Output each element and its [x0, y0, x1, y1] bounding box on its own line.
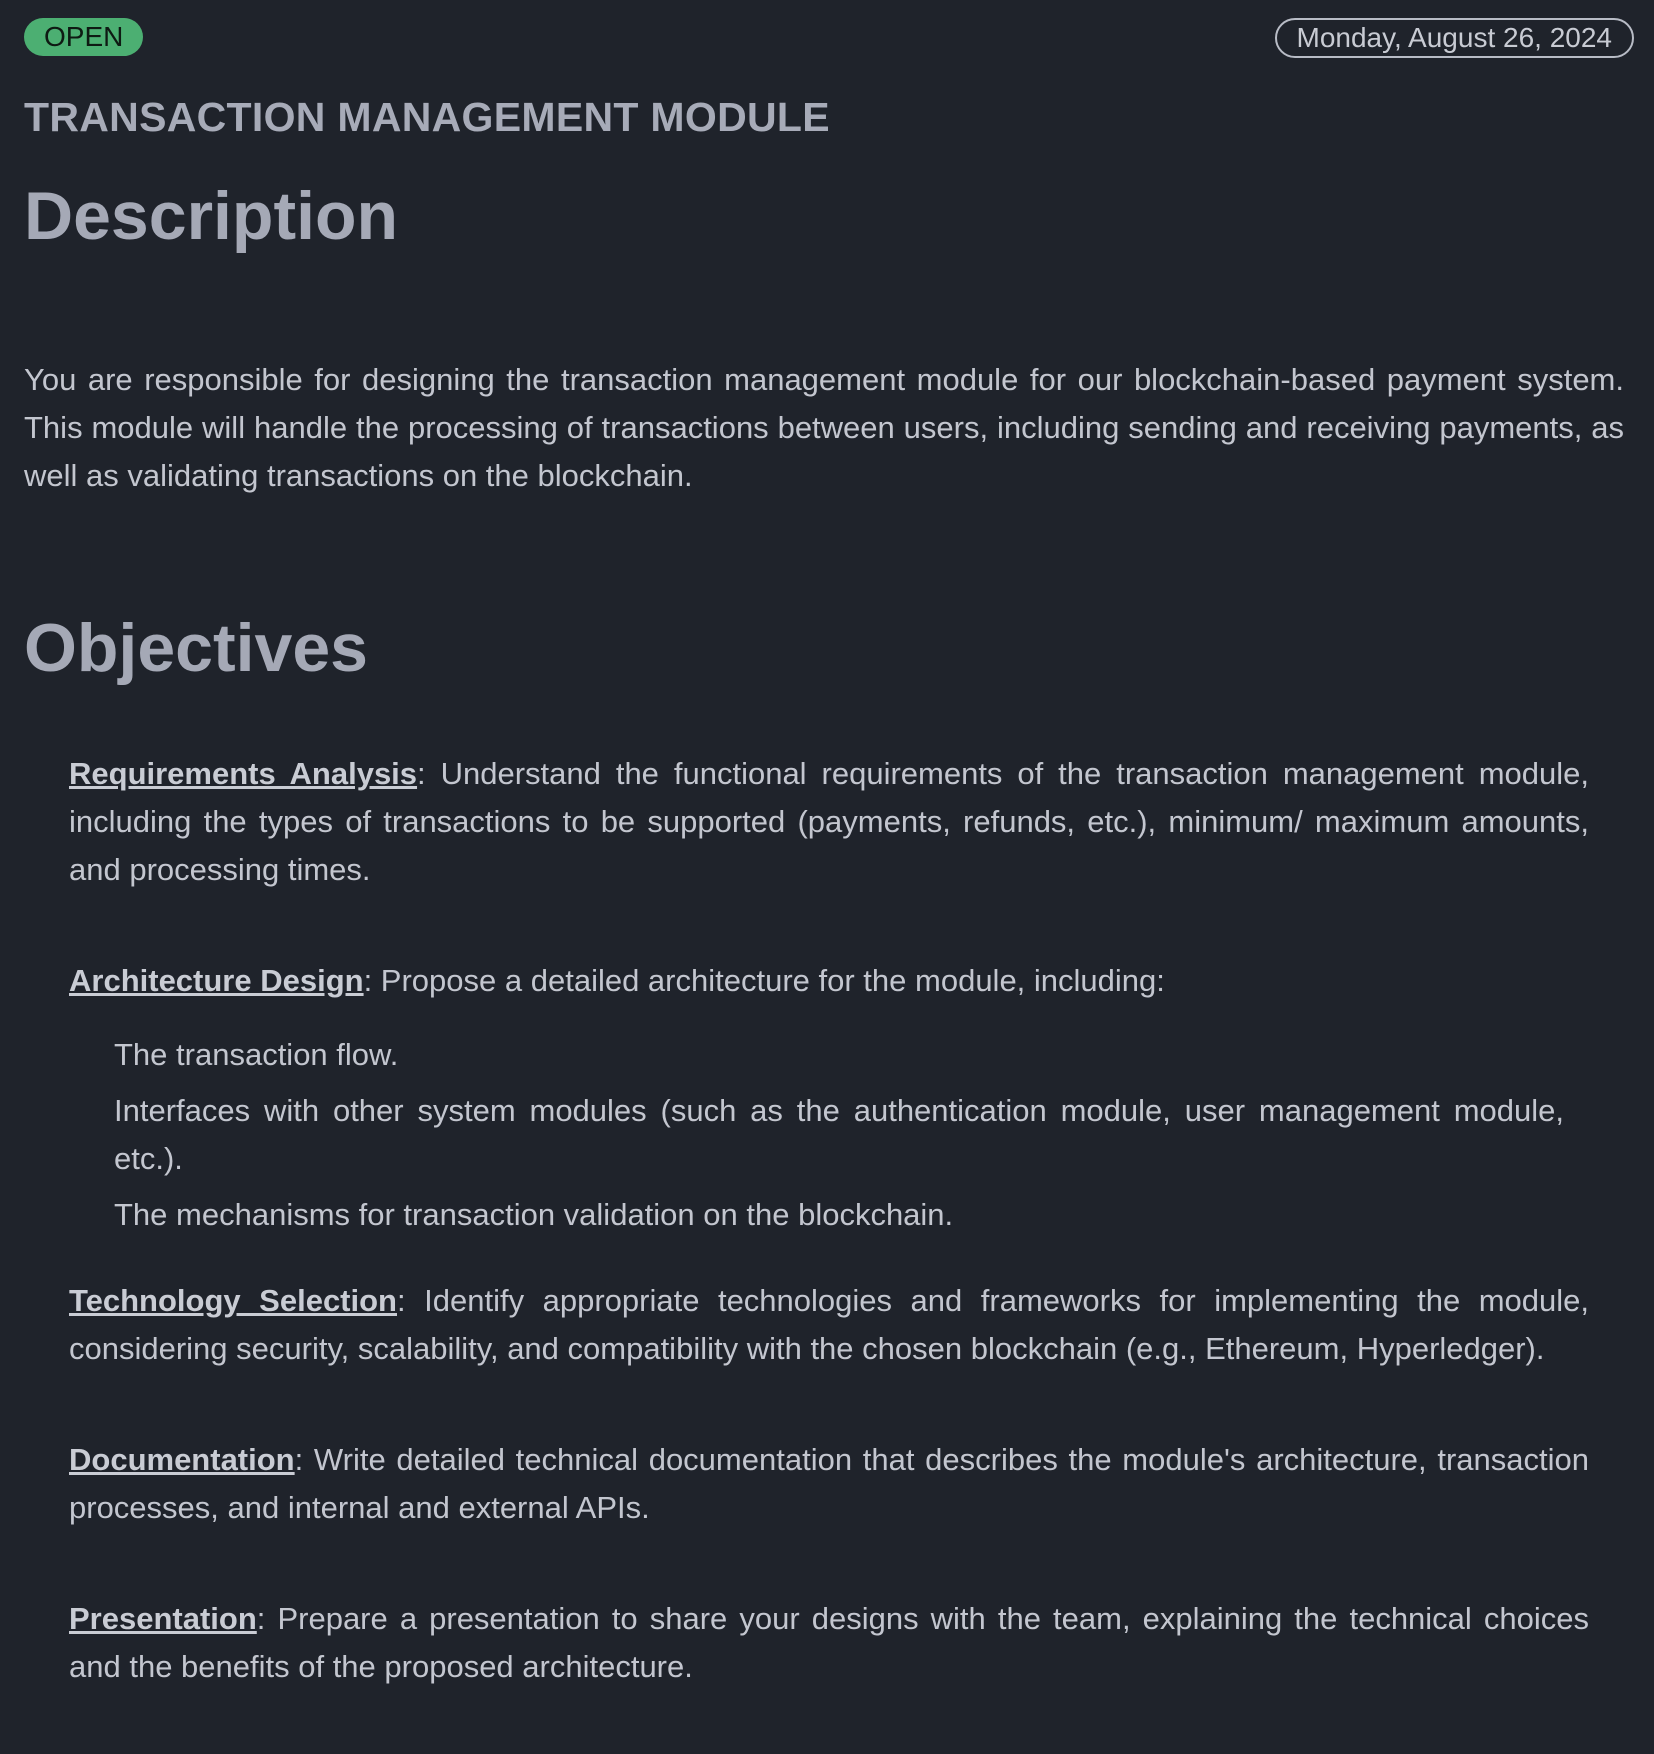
objective-name: Architecture Design — [69, 963, 364, 998]
architecture-sublist — [69, 1031, 1564, 1239]
top-bar — [24, 16, 1634, 58]
objective-text: : Propose a detailed architecture for the module, including: — [363, 963, 1165, 998]
task-page — [24, 16, 1634, 1754]
status-badge: OPEN — [24, 18, 143, 56]
description-text: You are responsible for designing the transaction management module for our blockchain-based payment system. This module will handle the processing of transactions between users, including sending and receiving payments, as well as validating transactions on the blockchain. — [24, 362, 1624, 493]
objective-presentation — [69, 1595, 1589, 1691]
objective-name: Technology Selection — [69, 1283, 397, 1318]
objective-text: : Understand the functional requirements of the transaction management module, including the types of transactions to be supported (payments, refunds, etc.), minimum/ maximum amounts, and processing times. — [69, 756, 1589, 887]
module-title: TRANSACTION MANAGEMENT MODULE — [24, 94, 830, 140]
description-heading: Description — [24, 178, 399, 254]
objectives-heading: Objectives — [24, 610, 368, 686]
sub-item-transaction-flow: The transaction flow. — [114, 1037, 399, 1072]
objective-name: Presentation — [69, 1601, 257, 1636]
objective-text: : Identify appropriate technologies and frameworks for implementing the module, considering security, scalability, and compatibility with the chosen blockchain (e.g., Ethereum, Hyperledger). — [69, 1283, 1589, 1366]
objective-text: : Prepare a presentation to share your designs with the team, explaining the technical choices and the benefits of the proposed architecture. — [69, 1601, 1589, 1684]
objective-name: Documentation — [69, 1442, 295, 1477]
objective-name: Requirements Analysis — [69, 756, 418, 791]
objective-technology-selection — [69, 1277, 1589, 1373]
sub-item-validation-mechanisms: The mechanisms for transaction validation on the blockchain. — [114, 1197, 954, 1232]
objective-text: : Write detailed technical documentation that describes the module's architecture, transaction processes, and internal and external APIs. — [69, 1442, 1589, 1525]
objective-architecture-design — [69, 957, 1589, 1239]
sub-item-interfaces: Interfaces with other system modules (such as the authentication module, user management module, etc.). — [114, 1093, 1564, 1176]
date-badge: Monday, August 26, 2024 — [1275, 18, 1635, 58]
objective-requirements-analysis — [69, 750, 1589, 894]
objective-documentation — [69, 1436, 1589, 1532]
objectives-list — [24, 750, 1589, 1691]
